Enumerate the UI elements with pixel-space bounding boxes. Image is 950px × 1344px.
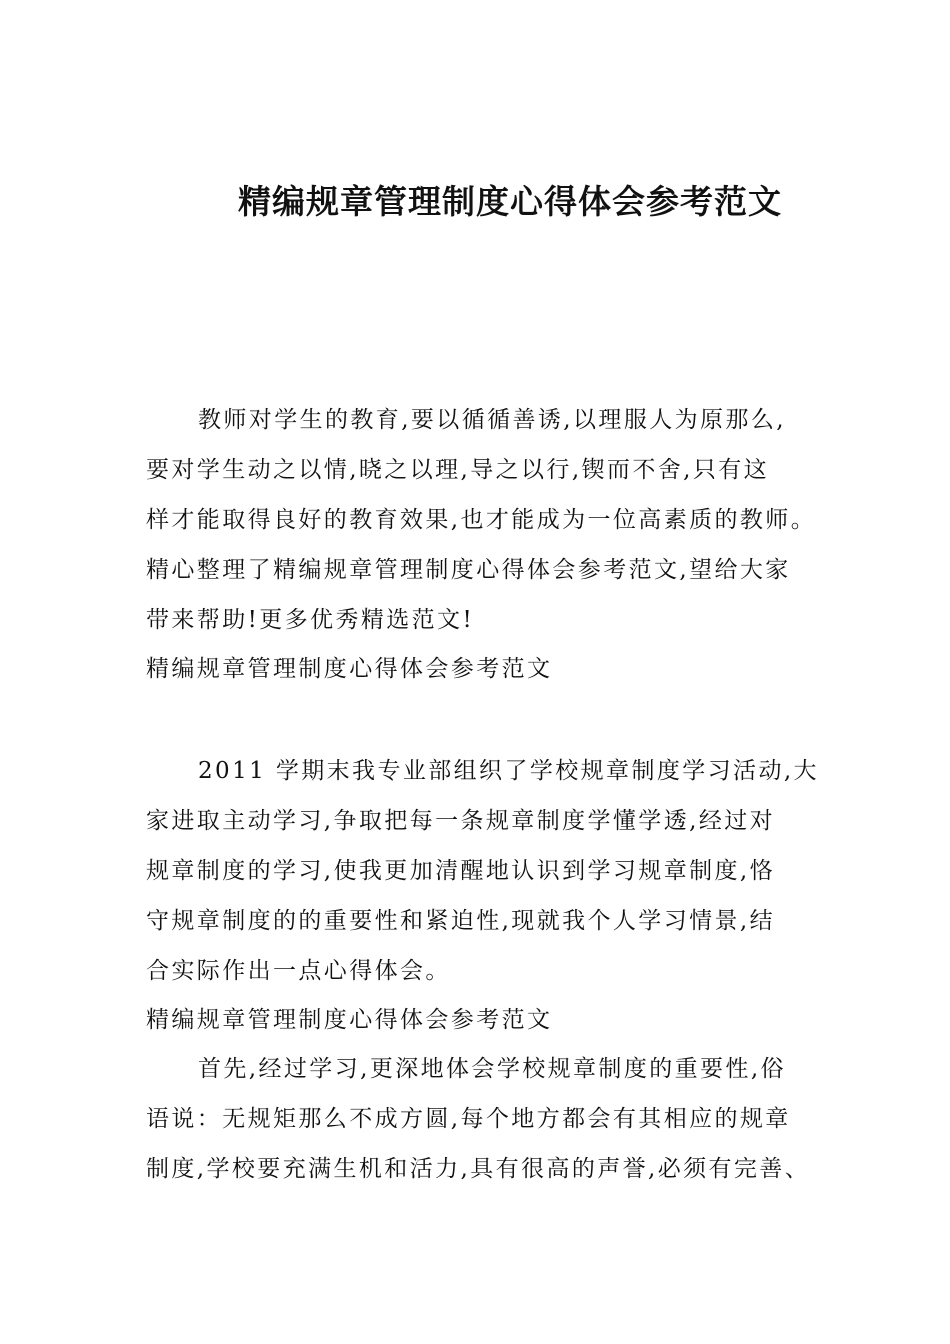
paragraph-line: 制度,学校要充满生机和活力,具有很高的声誉,必须有完善、 — [146, 1156, 811, 1182]
paragraph-line: 首先,经过学习,更深地体会学校规章制度的重要性,俗 — [198, 1056, 786, 1082]
intro-line: 教师对学生的教育,要以循循善诱,以理服人为原那么, — [198, 407, 786, 433]
intro-line: 带来帮助!更多优秀精选范文! — [146, 607, 475, 633]
paragraph-line: 家进取主动学习,争取把每一条规章制度学懂学透,经过对 — [146, 808, 776, 834]
paragraph-line: 2011 学期末我专业部组织了学校规章制度学习活动,大 — [198, 758, 819, 784]
document-title: 精编规章管理制度心得体会参考范文 — [238, 182, 782, 221]
intro-line: 要对学生动之以情,晓之以理,导之以行,锲而不舍,只有这 — [146, 457, 770, 483]
subheading: 精编规章管理制度心得体会参考范文 — [146, 656, 553, 682]
subheading: 精编规章管理制度心得体会参考范文 — [146, 1007, 553, 1033]
paragraph-line: 合实际作出一点心得体会。 — [146, 958, 451, 984]
paragraph-line: 语说：无规矩那么不成方圆,每个地方都会有其相应的规章 — [146, 1106, 791, 1132]
paragraph-line: 守规章制度的的重要性和紧迫性,现就我个人学习情景,结 — [146, 908, 776, 934]
intro-line: 样才能取得良好的教育效果,也才能成为一位高素质的教师。 — [146, 507, 817, 533]
paragraph-line: 规章制度的学习,使我更加清醒地认识到学习规章制度,恪 — [146, 858, 776, 884]
intro-line: 精心整理了精编规章管理制度心得体会参考范文,望给大家 — [146, 557, 791, 583]
